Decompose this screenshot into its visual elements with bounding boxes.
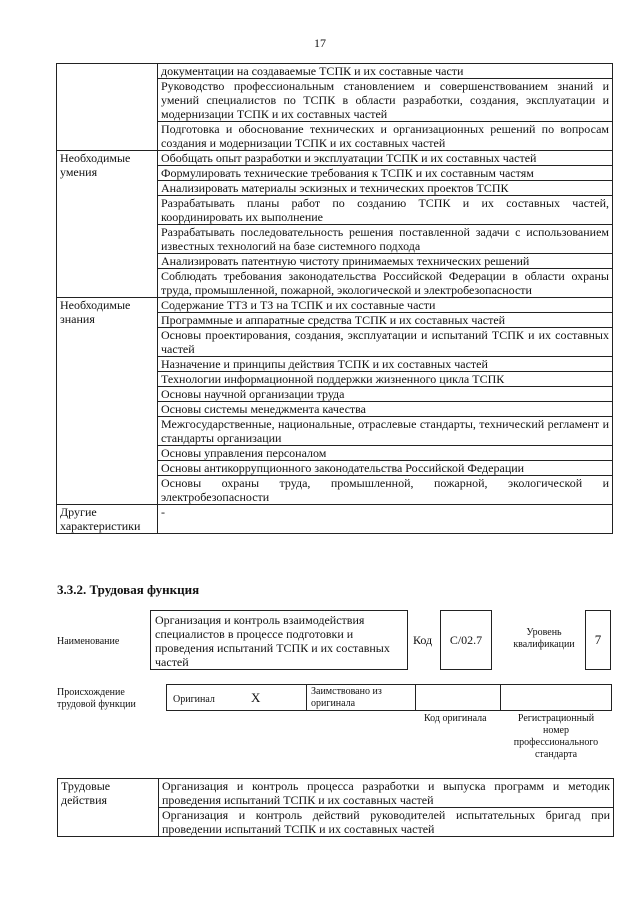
- code-box: [440, 610, 492, 670]
- reg-number-caption: Регистрационный номер профессионального стандарта: [513, 713, 599, 760]
- row-item: Назначение и принципы действия ТСПК и их составных частей: [158, 357, 613, 372]
- page-number: 17: [314, 36, 326, 50]
- table-row: [57, 505, 613, 534]
- table-row: [57, 64, 613, 79]
- section-heading: 3.3.2. Трудовая функция: [57, 582, 200, 597]
- row-label: Трудовые действия: [58, 779, 159, 837]
- row-item: Основы охраны труда, промышленной, пожарной, экологической и электробезопасности: [158, 476, 613, 505]
- level-label: Уровень квалификации: [513, 627, 575, 650]
- row-item: Основы управления персоналом: [158, 446, 613, 461]
- row-label: [57, 64, 158, 151]
- row-item: документации на создаваемые ТСПК и их составные части: [158, 64, 613, 79]
- labor-actions-table: [57, 778, 614, 837]
- origin-box: [166, 684, 612, 711]
- row-item: Разрабатывать последовательность решения поставленной задачи с использованием известных технологий на базе системного подхода: [158, 225, 613, 254]
- row-item: Организация и контроль процесса разработки и выпуска программ и методик проведения испытаний ТСПК и их составных частей: [159, 779, 614, 808]
- table-row: [57, 298, 613, 313]
- code-value: С/02.7: [449, 633, 483, 647]
- name-label: Наименование: [57, 636, 120, 647]
- row-label: Необходимые знания: [57, 298, 158, 505]
- row-item: Содержание ТТЗ и ТЗ на ТСПК и их составные части: [158, 298, 613, 313]
- original-mark: X: [251, 690, 261, 705]
- row-item: Формулировать технические требования к ТСПК и их составным частям: [158, 166, 613, 181]
- row-item: Руководство профессиональным становлением и совершенствованием знаний и умений специалистов по ТСПК в области разработки, создания, эксплуатации и модернизации ТСПК и их составных частей: [158, 79, 613, 122]
- row-item: Технологии информационной поддержки жизненного цикла ТСПК: [158, 372, 613, 387]
- origin-divider-2: [415, 685, 416, 710]
- origin-divider-1: [306, 685, 307, 710]
- row-item: Основы системы менеджмента качества: [158, 402, 613, 417]
- row-item: -: [158, 505, 613, 534]
- row-item: Подготовка и обоснование технических и организационных решений по вопросам создания и модернизации ТСПК и их составных частей: [158, 122, 613, 151]
- code-label: Код: [413, 633, 433, 647]
- table-row: [58, 779, 614, 808]
- row-item: Организация и контроль действий руководителей испытательных бригад при проведении испытаний ТСПК и их составных частей: [159, 808, 614, 837]
- row-item: Основы научной организации труда: [158, 387, 613, 402]
- row-item: Анализировать материалы эскизных и технических проектов ТСПК: [158, 181, 613, 196]
- row-item: Основы антикоррупционного законодательства Российской Федерации: [158, 461, 613, 476]
- row-item: Обобщать опыт разработки и эксплуатации ТСПК и их составных частей: [158, 151, 613, 166]
- borrowed-label: Заимствовано из оригинала: [311, 686, 382, 709]
- row-item: Программные и аппаратные средства ТСПК и их составных частей: [158, 313, 613, 328]
- original-label: Оригинал: [173, 694, 215, 705]
- row-item: Межгосударственные, национальные, отраслевые стандарты, технический регламент и стандарты организации: [158, 417, 613, 446]
- code-original-caption: Код оригинала: [424, 713, 487, 724]
- level-value: 7: [594, 632, 602, 647]
- row-item: Анализировать патентную чистоту принимаемых технических решений: [158, 254, 613, 269]
- origin-divider-3: [500, 685, 501, 710]
- row-label: Другие характеристики: [57, 505, 158, 534]
- row-item: Соблюдать требования законодательства Российской Федерации в области охраны труда, промышленной, пожарной, экологической и электробезопасности: [158, 269, 613, 298]
- row-label: Необходимые умения: [57, 151, 158, 298]
- competencies-table: [56, 63, 613, 534]
- row-item: Разрабатывать планы работ по созданию ТСПК и их составных частей, координировать их выполнение: [158, 196, 613, 225]
- function-name-box: [150, 610, 408, 670]
- row-item: Основы проектирования, создания, эксплуатации и испытаний ТСПК и их составных частей: [158, 328, 613, 357]
- function-name: Организация и контроль взаимодействия специалистов в процессе подготовки и проведения испытаний ТСПК и их составных частей: [155, 613, 390, 669]
- level-box: [585, 610, 611, 670]
- table-row: [57, 151, 613, 166]
- origin-label: Происхождение трудовой функции: [57, 687, 136, 710]
